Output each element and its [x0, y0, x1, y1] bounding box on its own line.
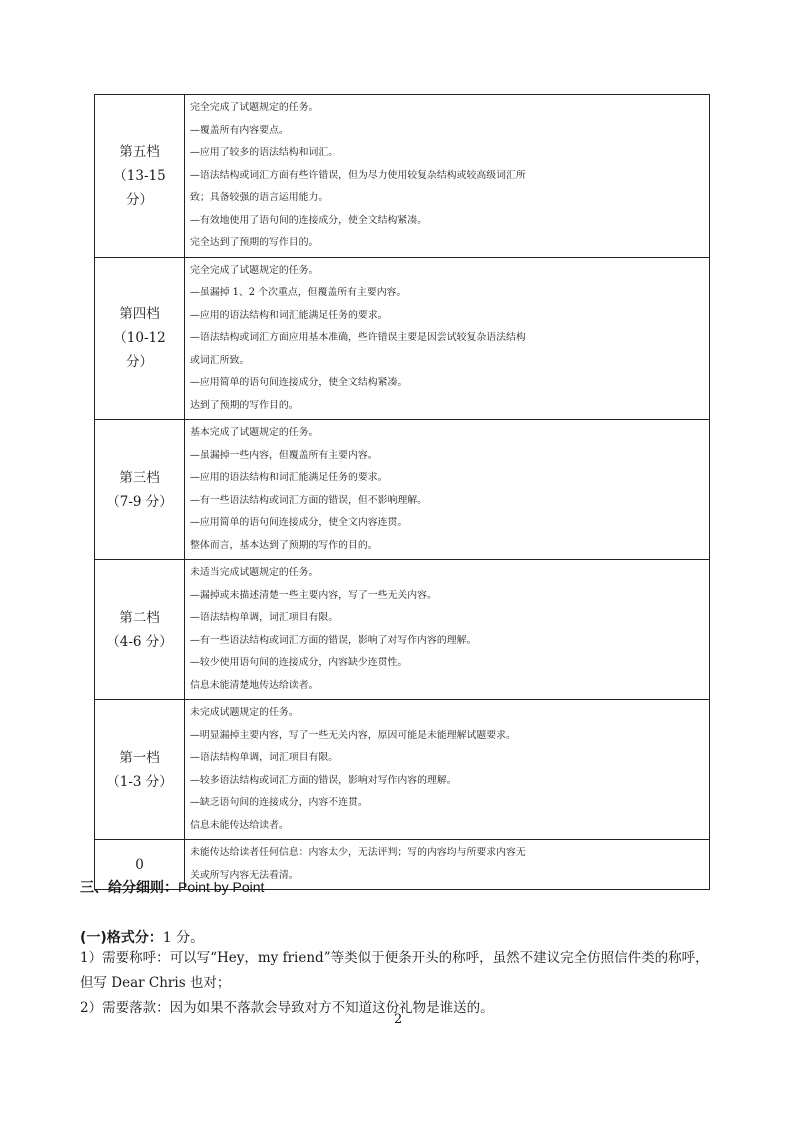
rubric-level-line: （10-12 — [113, 330, 166, 347]
rubric-level-line: 第一档 — [119, 749, 160, 766]
rubric-description-line: 达到了预期的写作目的。 — [190, 399, 299, 411]
rubric-level-line: 第五档 — [119, 143, 160, 160]
rubric-body — [95, 95, 710, 890]
rubric-row — [95, 420, 710, 560]
rubric-description-line: —语法结构或词汇方面应用基本准确，些许错误主要是因尝试较复杂语法结构 — [190, 332, 526, 343]
rubric-description-line: —覆盖所有内容要点。 — [190, 124, 289, 136]
rubric-description-line: —语法结构单调，词汇项目有限。 — [190, 612, 339, 623]
section-heading-zh: 三、给分细则： — [80, 880, 178, 896]
rubric-description — [185, 257, 710, 420]
rubric-description-line: 或词汇所致。 — [190, 354, 250, 366]
rubric-description-line: 未适当完成试题规定的任务。 — [190, 567, 319, 578]
rubric-level-line: 分） — [126, 191, 153, 208]
section-heading — [80, 877, 264, 897]
rubric-description-line: 未能传达给读者任何信息：内容太少，无法评判；写的内容均与所要求内容无 — [190, 847, 526, 858]
rubric-description-line: —虽漏掉 1、2 个次重点，但覆盖所有主要内容。 — [190, 287, 407, 298]
rubric-description-line: —语法结构或词汇方面有些许错误，但为尽力使用较复杂结构或较高级词汇所 — [190, 169, 526, 181]
rubric-description-line: 信息未能传达给读者。 — [190, 819, 289, 831]
rubric-description-line: —虽漏掉一些内容，但覆盖所有主要内容。 — [190, 449, 378, 461]
rubric-row — [95, 257, 710, 420]
rubric-description-line: 整体而言，基本达到了预期的写作的目的。 — [190, 539, 378, 551]
rubric-description-line: —应用简单的语句间连接成分，使全文内容连贯。 — [190, 517, 408, 528]
rubric-level-line: 0 — [135, 856, 144, 873]
rubric-description-line: —应用的语法结构和词汇能满足任务的要求。 — [190, 309, 388, 321]
rubric-description-line: 关或所写内容无法看清。 — [190, 869, 299, 881]
rubric-description-line: —漏掉或未描述清楚一些主要内容，写了一些无关内容。 — [190, 589, 437, 601]
rubric-description-line: —有一些语法结构或词汇方面的错误，影响了对写作内容的理解。 — [190, 634, 477, 646]
rubric-description-line: 完全达到了预期的写作目的。 — [190, 237, 319, 248]
rubric-description-line: —应用的语法结构和词汇能满足任务的要求。 — [190, 472, 388, 483]
rubric-level-line: 第二档 — [119, 609, 160, 626]
scoring-rubric-table — [94, 94, 710, 890]
rubric-description — [185, 700, 710, 840]
rubric-level-line: 分） — [126, 354, 153, 371]
rubric-level-line: 第四档 — [119, 306, 160, 323]
format-score-value: 1 分。 — [162, 930, 205, 946]
rubric-description-line: 未完成试题规定的任务。 — [190, 707, 299, 718]
rubric-description-line: 完全完成了试题规定的任务。 — [190, 264, 319, 276]
rubric-description-line: —明显漏掉主要内容，写了一些无关内容，原因可能是未能理解试题要求。 — [190, 729, 516, 741]
rubric-description-line: 信息未能清楚地传达给读者。 — [190, 679, 319, 691]
rubric-description-line: —应用简单的语句间连接成分，使全文结构紧凑。 — [190, 377, 408, 388]
rubric-description — [185, 420, 710, 560]
rubric-row — [95, 95, 710, 258]
rubric-level-line: （13-15 — [113, 167, 166, 184]
rubric-level-line: （7-9 分） — [106, 493, 173, 510]
rubric-row — [95, 700, 710, 840]
format-score-heading — [80, 927, 204, 947]
rubric-description — [185, 95, 710, 258]
rubric-level — [95, 95, 185, 258]
rubric-description — [185, 560, 710, 700]
rule-paragraph-2: 2）需要落款：因为如果不落款会导致对方不知道这份礼物是谁送的。 — [80, 1000, 494, 1016]
page-number: 2 — [394, 1012, 403, 1027]
rubric-level — [95, 420, 185, 560]
rubric-description-line: —应用了较多的语法结构和词汇。 — [190, 147, 339, 158]
rubric-level — [95, 257, 185, 420]
rubric-level — [95, 560, 185, 700]
rubric-level-line: 第三档 — [119, 469, 160, 486]
rubric-level-line: （4-6 分） — [106, 633, 173, 650]
rubric-description-line: —有一些语法结构或词汇方面的错误，但不影响理解。 — [190, 494, 428, 506]
rubric-level-line: （1-3 分） — [106, 773, 173, 790]
section-heading-en: Point by Point — [178, 879, 265, 895]
rubric-row — [95, 560, 710, 700]
rubric-description-line: 基本完成了试题规定的任务。 — [190, 427, 319, 438]
rubric-description-line: —有效地使用了语句间的连接成分，使全文结构紧凑。 — [190, 214, 428, 226]
rubric-description-line: 完全完成了试题规定的任务。 — [190, 102, 319, 113]
rule-paragraph-1: 1）需要称呼：可以写“Hey，my friend”等类似于便条开头的称呼，虽然不建议完全仿照信件类的称呼，但写 Dear Chris 也对； — [80, 950, 709, 991]
format-score-label: (一)格式分： — [80, 930, 163, 946]
rubric-description-line: —较少使用语句间的连接成分，内容缺少连贯性。 — [190, 657, 408, 668]
rubric-level — [95, 700, 185, 840]
rubric-description-line: —较多语法结构或词汇方面的错误，影响对写作内容的理解。 — [190, 774, 457, 786]
rubric-description-line: 致；具备较强的语言运用能力。 — [190, 192, 329, 203]
rubric-description-line: —缺乏语句间的连接成分，内容不连贯。 — [190, 797, 368, 808]
rubric-description-line: —语法结构单调，词汇项目有限。 — [190, 752, 339, 763]
